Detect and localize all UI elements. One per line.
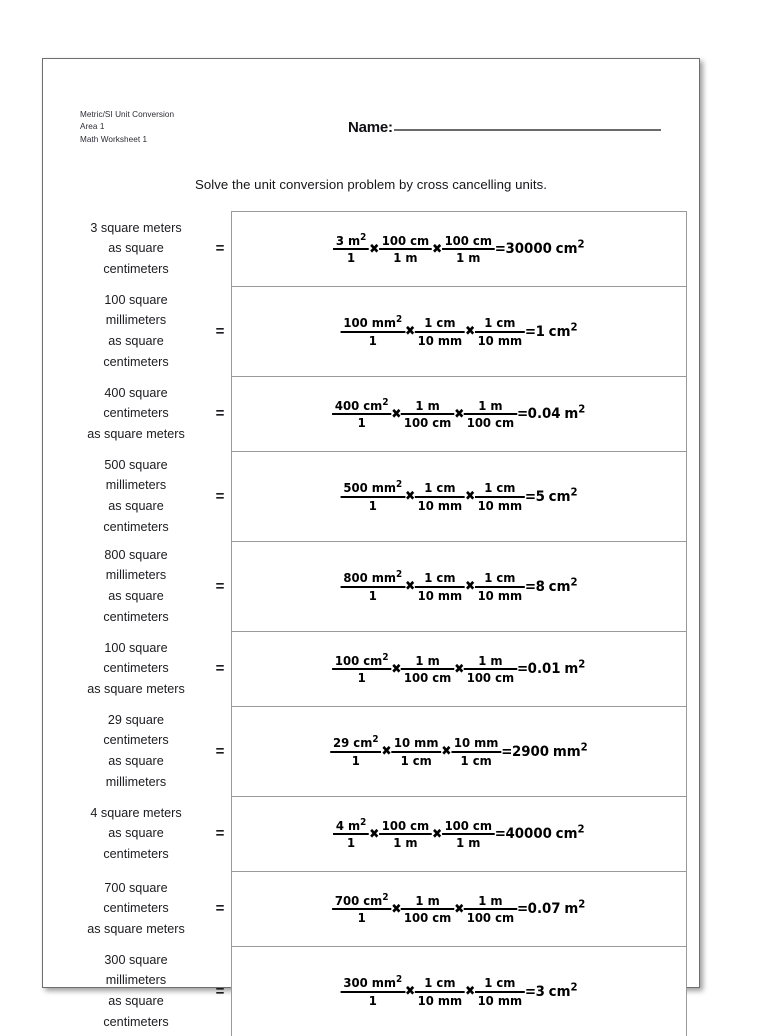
description-line: as square meters [87,921,185,936]
start-fraction-numerator-text: 100 mm [343,315,396,331]
start-fraction-denominator: 1 [357,910,367,925]
instruction-text: Solve the unit conversion problem by cross cancelling units. [195,177,547,192]
result-value: 0.07 [527,901,561,917]
result-value: 8 [535,578,545,595]
start-fraction-denominator: 1 [347,250,356,265]
result-unit: mm [552,743,581,760]
multiply-icon: ✖ [432,826,442,842]
description-line: centimeters [103,901,169,916]
conversion-fraction-1-numerator [391,736,441,750]
start-fraction-numerator-exponent: 2 [395,478,403,490]
conversion-fraction-1-denominator: 10 mm [417,587,463,603]
result-value: 40000 [505,826,553,842]
description-line: 700 square [104,880,168,895]
conversion-fraction-1-denominator: 100 cm [404,910,452,925]
equals-sign: = [215,825,225,842]
result-unit: cm [555,826,578,842]
start-fraction-denominator: 1 [357,670,367,685]
start-fraction-numerator-exponent: 2 [395,973,403,985]
conversion-fraction-2-numerator [442,819,495,833]
start-fraction [341,478,405,513]
multiply-icon: ✖ [454,901,465,917]
start-fraction-numerator-text: 500 mm [343,480,396,496]
start-fraction-denominator: 1 [351,752,360,768]
conversion-fraction-1-denominator: 10 mm [417,497,463,513]
answer-cell[interactable] [231,376,687,451]
description-line: centimeters [103,733,169,748]
result-unit-exponent: 2 [577,237,585,251]
result-value: 0.04 [527,406,561,422]
answer-cell[interactable] [231,706,687,796]
conversion-fraction-2-numerator [442,234,495,248]
problem-description [43,871,209,946]
start-fraction-numerator-text: 100 cm [335,652,383,668]
result-value: 0.01 [527,661,561,677]
equals-sign: = [215,240,225,257]
result-value: 30000 [505,241,553,257]
result-equals-sign: = [501,743,512,760]
start-fraction-denominator: 1 [357,415,367,430]
conversion-fraction-1-numerator [413,399,443,413]
conversion-fraction-1-denominator: 1 cm [400,752,432,768]
result-equals-sign: = [524,488,536,505]
description-line: centimeters [103,1014,169,1029]
result-unit: cm [548,488,571,505]
conversion-expression [330,733,588,768]
conversion-fraction-1-numerator [379,819,432,833]
description-line: 400 square [104,385,168,400]
name-label: Name: [348,119,393,136]
worksheet-header [43,59,699,151]
conversion-fraction-2-numerator [451,736,501,750]
conversion-fraction-1-numerator-text: 1 m [415,397,441,413]
start-fraction-numerator-exponent: 2 [395,568,403,580]
conversion-fraction-1-numerator [413,654,443,668]
conversion-fraction-2-numerator-text: 100 cm [444,232,493,248]
result-unit: m [564,406,579,422]
equals-sign: = [215,660,225,677]
result-unit-exponent: 2 [578,897,586,911]
start-fraction-numerator-text: 4 m [336,817,361,833]
conversion-fraction-2-numerator [476,399,506,413]
description-line: centimeters [103,354,169,369]
conversion-fraction-2-numerator [476,654,506,668]
result-equals-sign: = [517,661,528,677]
problem-row [43,451,699,541]
result-equals-sign: = [524,578,536,595]
conversion-fraction-2-denominator: 10 mm [477,497,523,513]
conversion-fraction-1-denominator: 1 m [393,835,418,850]
result-unit-exponent: 2 [580,739,588,753]
conversion-fraction-1-numerator-text: 1 cm [424,570,456,586]
problem-row [43,946,699,1036]
problem-list [43,211,699,1029]
conversion-fraction-1 [415,316,465,347]
conversion-fraction-1-numerator-text: 100 cm [381,817,430,833]
multiply-icon: ✖ [369,241,380,257]
problem-description [43,796,209,871]
start-fraction-numerator-exponent: 2 [360,816,367,828]
problem-row [43,631,699,706]
start-fraction-numerator [341,973,405,991]
worksheet-meta [80,109,174,146]
conversion-fraction-1 [401,654,454,685]
start-fraction-numerator-exponent: 2 [382,396,389,408]
conversion-fraction-2 [475,316,525,347]
start-fraction [341,313,405,348]
start-fraction-numerator [341,313,405,331]
meta-line-topic: Area 1 [80,122,105,132]
equals-sign: = [215,742,225,760]
conversion-fraction-1-numerator-text: 1 cm [424,975,456,991]
conversion-expression [333,231,585,265]
conversion-fraction-2-numerator-text: 1 cm [484,570,516,586]
start-fraction-numerator-exponent: 2 [372,733,379,745]
conversion-fraction-2 [442,234,495,265]
description-line: as square meters [87,426,185,441]
answer-cell[interactable] [231,871,687,946]
conversion-fraction-1-denominator: 10 mm [417,992,463,1008]
answer-cell[interactable] [231,796,687,871]
conversion-fraction-1-numerator [421,976,458,990]
multiply-icon: ✖ [464,489,475,504]
conversion-fraction-2-numerator [481,571,518,585]
start-fraction [332,396,391,430]
problem-row [43,376,699,451]
description-line: as square [108,499,164,513]
result-unit-exponent: 2 [570,319,578,333]
start-fraction-numerator-text: 800 mm [343,570,396,586]
conversion-fraction-2-numerator-text: 1 m [478,397,503,413]
multiply-icon: ✖ [391,901,402,917]
conversion-fraction-1 [401,894,454,925]
conversion-fraction-1-denominator: 10 mm [417,332,463,348]
result-unit-exponent: 2 [578,657,586,671]
result-unit: cm [555,241,578,257]
description-line: centimeters [103,261,169,276]
description-line: 500 square [104,457,168,472]
description-line: centimeters [103,609,169,624]
start-fraction-numerator [341,568,405,586]
start-fraction [341,973,405,1008]
description-line: as square [108,334,164,348]
start-fraction-denominator: 1 [368,497,377,513]
result-equals-sign: = [495,241,506,257]
equals-sign: = [215,487,225,505]
result [495,822,585,842]
description-line: as square [108,826,164,841]
conversion-fraction-1 [379,234,432,265]
description-line: as square [108,241,164,256]
result-equals-sign: = [517,901,528,917]
description-line: centimeters [103,846,169,861]
multiply-icon: ✖ [454,406,465,422]
conversion-fraction-1-denominator: 100 cm [404,415,452,430]
description-line: 100 square [104,292,168,307]
conversion-fraction-2-numerator-text: 1 cm [484,975,516,991]
conversion-fraction-2-numerator [476,894,506,908]
conversion-fraction-2-denominator: 1 cm [460,752,492,768]
conversion-fraction-1 [379,819,432,850]
start-fraction-numerator-text: 400 cm [335,397,383,413]
multiply-icon: ✖ [432,241,442,257]
conversion-fraction-2-numerator-text: 1 cm [484,315,516,331]
result-unit-exponent: 2 [577,822,585,836]
result-value: 5 [535,488,545,505]
result-unit: cm [548,323,571,340]
problem-description [43,211,209,286]
problem-description [43,946,209,1036]
conversion-expression [341,478,578,513]
problem-row [43,871,699,946]
equals-sign: = [215,900,225,917]
description-line: millimeters [105,478,167,493]
conversion-fraction-1-numerator [421,316,458,330]
description-line: as square [108,754,164,768]
result-equals-sign: = [524,323,536,340]
conversion-fraction-1-numerator [421,571,458,585]
start-fraction-numerator [332,891,391,908]
conversion-fraction-1-numerator-text: 1 cm [424,315,456,331]
conversion-fraction-2-numerator [481,316,518,330]
conversion-fraction-2 [464,654,517,685]
description-line: centimeters [103,406,169,421]
answer-cell[interactable] [231,541,687,631]
problem-row [43,286,699,376]
conversion-fraction-2 [451,736,501,767]
name-input-line[interactable] [394,129,661,131]
multiply-icon: ✖ [391,406,402,422]
problem-description [43,451,209,541]
conversion-fraction-1 [415,976,465,1007]
description-line: 300 square [104,952,168,967]
start-fraction [341,568,405,603]
conversion-fraction-2-denominator: 10 mm [477,587,523,603]
conversion-fraction-2-numerator-text: 1 m [478,652,503,668]
result-unit: cm [548,578,571,595]
conversion-fraction-2-denominator: 100 cm [467,670,515,685]
name-field-group [348,119,661,136]
conversion-fraction-1-numerator-text: 10 mm [393,735,439,751]
conversion-expression [332,396,586,430]
result-value: 3 [535,983,545,1000]
result [524,319,578,340]
description-line: millimeters [105,313,167,328]
multiply-icon: ✖ [369,826,380,842]
multiply-icon: ✖ [404,579,415,594]
answer-cell[interactable] [231,946,687,1036]
equals-sign: = [215,405,225,422]
result [517,897,586,917]
description-line: millimeters [105,568,167,583]
conversion-expression [333,816,585,850]
equals-sign: = [215,982,225,1000]
result-unit: m [564,661,579,677]
conversion-expression [341,313,578,348]
description-line: 100 square [104,640,168,655]
multiply-icon: ✖ [454,661,465,677]
conversion-fraction-1-denominator: 1 m [393,250,418,265]
multiply-icon: ✖ [464,984,475,999]
start-fraction [333,231,369,265]
description-line: millimeters [105,774,167,789]
conversion-fraction-1-numerator [421,481,458,495]
start-fraction [330,733,381,768]
result-unit-exponent: 2 [570,979,578,993]
conversion-fraction-1-denominator: 100 cm [404,670,452,685]
start-fraction [333,816,369,850]
conversion-fraction-2-denominator: 1 m [456,250,481,265]
conversion-fraction-2 [475,481,525,512]
conversion-fraction-1-numerator-text: 100 cm [381,232,430,248]
description-line: 4 square meters [90,805,182,820]
multiply-icon: ✖ [391,661,402,677]
start-fraction-numerator-text: 300 mm [343,975,396,991]
answer-cell[interactable] [231,286,687,376]
conversion-fraction-2-numerator [481,976,518,990]
conversion-expression [332,651,586,685]
answer-cell[interactable] [231,211,687,286]
description-line: as square meters [87,681,185,696]
conversion-fraction-2 [464,894,517,925]
equals-sign: = [215,577,225,595]
start-fraction-numerator-exponent: 2 [360,231,367,243]
multiply-icon: ✖ [441,744,452,759]
description-line: millimeters [105,973,167,988]
conversion-fraction-2-denominator: 10 mm [477,992,523,1008]
problem-description [43,376,209,451]
start-fraction-numerator-exponent: 2 [382,651,389,663]
problem-row [43,211,699,286]
conversion-fraction-2 [464,399,517,430]
result-value: 1 [535,323,545,340]
start-fraction-numerator [341,478,405,496]
result [495,237,585,257]
start-fraction-numerator-text: 29 cm [333,735,373,751]
conversion-fraction-1 [391,736,441,767]
conversion-fraction-2-numerator-text: 1 cm [484,480,516,496]
description-line: 800 square [104,547,168,562]
start-fraction-numerator [330,733,381,751]
result-unit-exponent: 2 [570,574,578,588]
result-value: 2900 [511,743,550,760]
start-fraction-numerator-text: 3 m [336,232,361,248]
result-unit-exponent: 2 [570,484,578,498]
conversion-fraction-2-numerator-text: 100 cm [444,817,493,833]
problem-row [43,796,699,871]
answer-cell[interactable] [231,631,687,706]
multiply-icon: ✖ [404,489,415,504]
conversion-fraction-2-denominator: 10 mm [477,332,523,348]
conversion-fraction-2-denominator: 100 cm [467,415,515,430]
meta-line-worksheet: Math Worksheet 1 [80,134,148,144]
conversion-fraction-1-numerator-text: 1 m [415,892,441,908]
result [517,657,586,677]
worksheet-page [42,58,700,1029]
conversion-fraction-2 [475,571,525,602]
description-line: as square [108,589,164,603]
start-fraction [332,651,391,685]
conversion-fraction-1-numerator [379,234,432,248]
result-equals-sign: = [495,826,506,842]
multiply-icon: ✖ [381,744,392,759]
start-fraction-numerator [332,396,391,413]
start-fraction-denominator: 1 [368,332,377,348]
conversion-fraction-2-numerator-text: 10 mm [453,735,499,751]
conversion-fraction-1 [401,399,454,430]
multiply-icon: ✖ [464,579,475,594]
conversion-expression [341,568,578,603]
start-fraction-numerator-text: 700 cm [335,892,383,908]
start-fraction-numerator-exponent: 2 [395,313,403,325]
problem-description [43,286,209,376]
start-fraction-numerator [333,816,369,833]
start-fraction-numerator [333,231,369,248]
meta-line-title: Metric/SI Unit Conversion [80,110,175,119]
problem-description [43,631,209,706]
result [501,739,588,760]
start-fraction-numerator [332,651,391,668]
conversion-fraction-2-denominator: 1 m [456,835,481,850]
result [524,574,578,595]
result-equals-sign: = [517,406,528,422]
description-line: 3 square meters [90,220,182,235]
start-fraction [332,891,391,925]
description-line: centimeters [103,661,169,676]
result-unit: m [564,901,579,917]
result-unit: cm [548,983,571,1000]
conversion-fraction-1 [415,481,465,512]
result [524,484,578,505]
problem-row [43,706,699,796]
start-fraction-denominator: 1 [347,835,356,850]
multiply-icon: ✖ [464,324,475,339]
result [517,402,586,422]
multiply-icon: ✖ [404,324,415,339]
problem-description [43,541,209,631]
conversion-fraction-1-numerator-text: 1 cm [424,480,456,496]
equals-sign: = [215,322,225,340]
conversion-fraction-1-numerator [413,894,443,908]
result-unit-exponent: 2 [578,402,586,416]
conversion-expression [341,973,578,1008]
conversion-fraction-1-numerator-text: 1 m [415,652,441,668]
description-line: 29 square [107,712,165,727]
conversion-fraction-2 [475,976,525,1007]
problem-row [43,541,699,631]
result-equals-sign: = [524,983,536,1000]
problem-description [43,706,209,796]
description-line: centimeters [103,519,169,534]
conversion-expression [332,891,586,925]
description-line: as square [108,994,164,1008]
start-fraction-denominator: 1 [368,587,377,603]
result [524,979,578,1000]
start-fraction-numerator-exponent: 2 [382,891,389,903]
multiply-icon: ✖ [404,984,415,999]
start-fraction-denominator: 1 [368,992,377,1008]
answer-cell[interactable] [231,451,687,541]
conversion-fraction-2-denominator: 100 cm [467,910,515,925]
conversion-fraction-2 [442,819,495,850]
conversion-fraction-2-numerator-text: 1 m [478,892,503,908]
conversion-fraction-2-numerator [481,481,518,495]
conversion-fraction-1 [415,571,465,602]
